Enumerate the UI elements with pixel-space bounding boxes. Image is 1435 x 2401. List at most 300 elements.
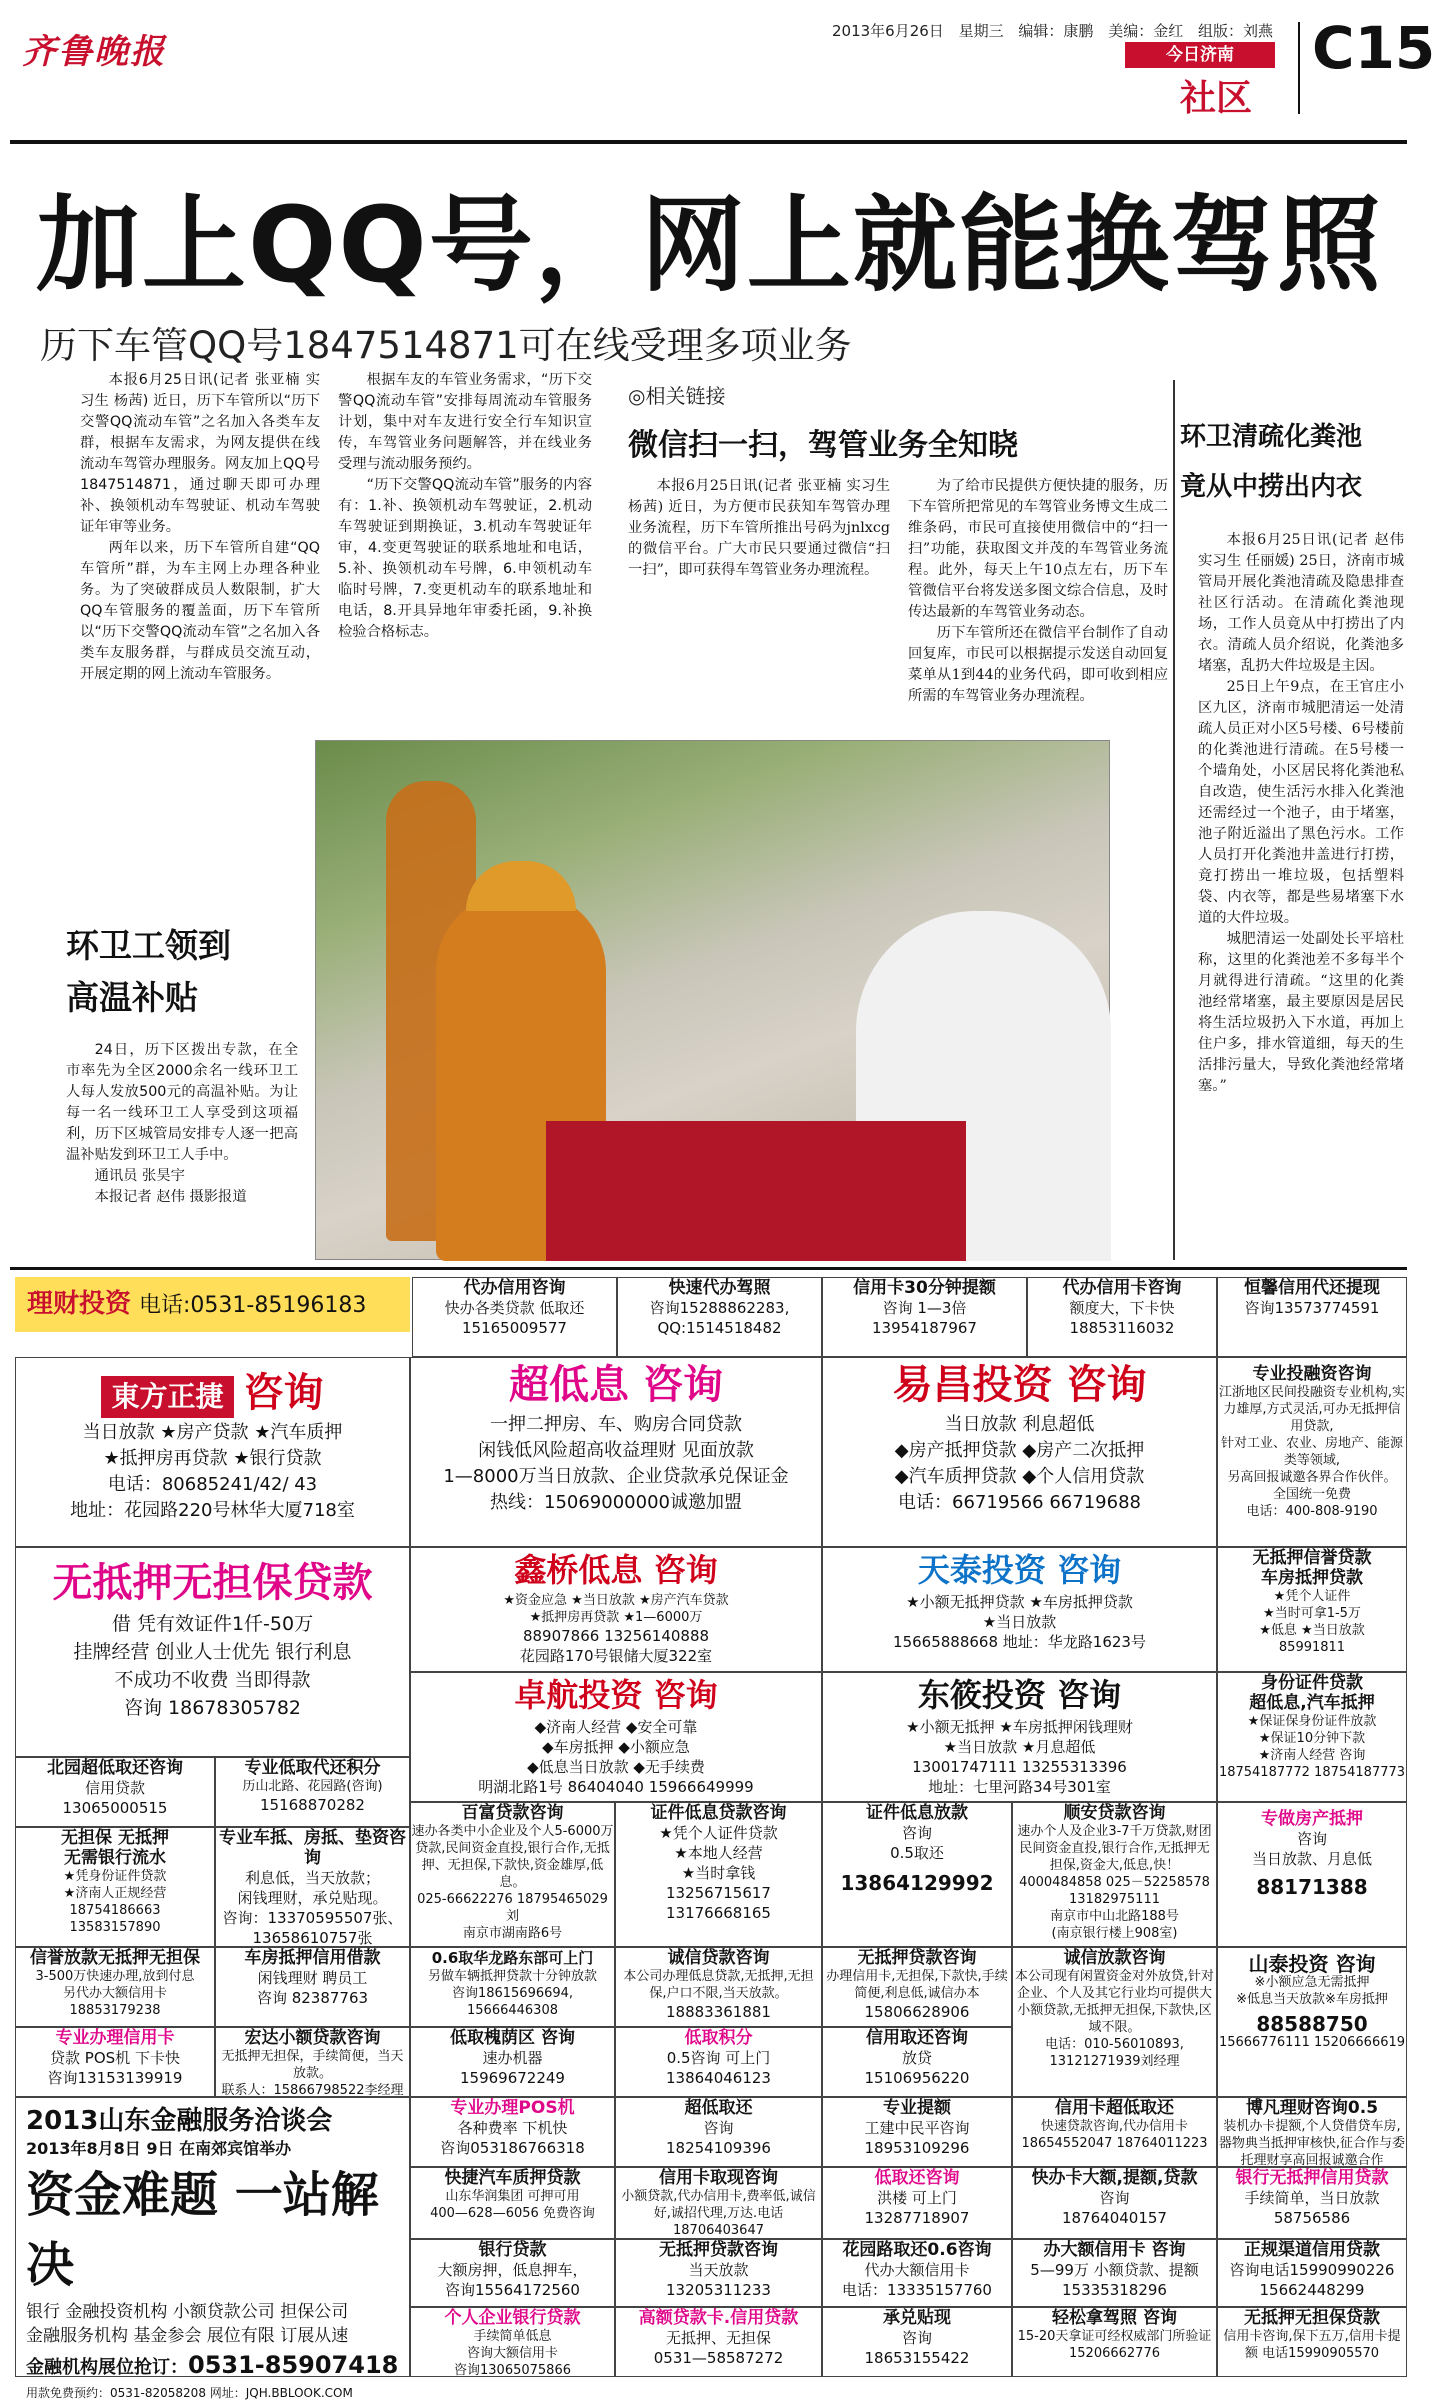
ad-text xyxy=(16,1366,409,1420)
ad-text: 闲钱低风险超高收益理财 见面放款 xyxy=(478,1440,754,1461)
ad-box xyxy=(410,2027,615,2097)
related-link-tag: ◎相关链接 xyxy=(628,384,726,408)
ad-text: 18853179238 xyxy=(69,2003,161,2018)
ad-text: 证件低息放款 xyxy=(866,1803,968,1823)
ad-text: 一押二押房、车、购房合同贷款 xyxy=(490,1414,742,1435)
column-divider xyxy=(1173,380,1175,1260)
ad-text: 5—99万 小额贷款、提额 xyxy=(1030,2261,1199,2279)
ad-text: 18754186663 xyxy=(69,1903,161,1918)
ad-text: 88588750 xyxy=(1256,2012,1368,2036)
ad-text: 咨询 1—3倍 xyxy=(882,1299,967,1317)
ad-text: 当日放款 利息超低 xyxy=(944,1414,1095,1435)
ad-text: 低取积分 xyxy=(684,2028,753,2048)
finance-phone: 电话:0531-85196183 xyxy=(139,1293,367,1318)
issue-weekday: 星期三 xyxy=(958,22,1004,40)
sanitation-credit: 通讯员 张昊宇 xyxy=(94,1168,185,1184)
today-jinan-badge: 今日济南 xyxy=(1125,42,1275,68)
ad-text: ★凭个人证件 xyxy=(1273,1589,1351,1604)
ad-text: 18653155422 xyxy=(864,2349,970,2367)
ad-box xyxy=(410,2167,615,2239)
ad-text: 咨询13573774591 xyxy=(1244,1299,1380,1317)
fair-hotline-label: 金融机构展位抢订： xyxy=(26,2357,188,2378)
link-column-2 xyxy=(908,476,1168,707)
ad-text: 0531—58587272 xyxy=(653,2349,784,2367)
ad-text: 信用取还咨询 xyxy=(866,2028,968,2048)
ad-box xyxy=(822,2167,1012,2239)
right-story-title-line1: 环卫清疏化粪池 xyxy=(1180,422,1363,452)
ad-text: 个人企业银行贷款 xyxy=(444,2308,581,2328)
ad-text: 鑫桥低息 咨询 xyxy=(514,1551,718,1589)
ad-text: 闲钱理财 聘员工 xyxy=(257,1969,368,1987)
ad-text: 18953109296 xyxy=(864,2139,970,2157)
ad-text: 装机办卡提额,个人贷借贷车房,器物典当抵押审核快,征合作与委托理财享高回报诚邀合作 xyxy=(1218,2119,1406,2168)
ad-box xyxy=(15,1757,215,1827)
ad-box xyxy=(215,1947,410,2027)
ad-text: 代办信用卡咨询 xyxy=(1062,1278,1182,1298)
ad-text: 博凡理财咨询0.5 xyxy=(1245,2098,1379,2118)
ad-box xyxy=(822,1672,1217,1802)
ad-box xyxy=(1217,2097,1407,2167)
link-column-1 xyxy=(628,476,890,581)
ad-text: 咨询 18678305782 xyxy=(123,1697,301,1719)
ad-text: 88907866 13256140888 xyxy=(522,1627,710,1645)
link-paragraph: 本报6月25日讯(记者 张亚楠 实习生 杨茜) 近日，为方便市民获知车驾管办理业务流程，历下车管所推出号码为jnlxcg的微信平台。广大市民只要通过微信“扫一扫”，即可获得车驾管业务办理流程。 xyxy=(628,478,890,578)
ad-text: 银行无抵押信用贷款 xyxy=(1235,2168,1389,2188)
ad-text: 快捷汽车质押贷款 xyxy=(444,2168,581,2188)
header-divider xyxy=(1298,22,1300,114)
article-column-1 xyxy=(80,370,320,685)
ad-text: 快办卡大额,提额,贷款 xyxy=(1031,2168,1198,2188)
ad-text: 低取还咨询 xyxy=(874,2168,960,2188)
right-story-paragraph: 本报6月25日讯(记者 赵伟 实习生 任丽媛) 25日，济南市城管局开展化粪池清疏及隐患排查社区行活动。在清疏化粪池现场，工作人员竟从中打捞出了内衣。清疏人员介绍说，化粪池多堵塞，乱扔大件垃圾是主因。 xyxy=(1198,532,1404,674)
fair-slogan: 资金难题 一站解决 xyxy=(26,2167,379,2293)
ad-text: 本公司办理低息贷款,无抵押,无担保,户口不限,当天放款。 xyxy=(623,1969,814,2001)
ad-box xyxy=(215,1827,410,1947)
ad-box xyxy=(1217,1277,1407,1357)
ad-box xyxy=(822,1277,1027,1357)
ad-text: 恒馨信用代还提现 xyxy=(1244,1278,1380,1298)
ad-text: 手续简单，当日放款 xyxy=(1244,2189,1380,2207)
masthead-logo: 齐鲁晚报 xyxy=(22,32,166,72)
ad-text: 13954187967 xyxy=(872,1319,977,1337)
ad-box xyxy=(1012,1947,1217,2097)
ad-text: 山东华润集团 可押可用 xyxy=(445,2189,580,2204)
ad-text: 13001747111 13255313396 xyxy=(912,1758,1127,1776)
ad-text: 工建中民平咨询 xyxy=(864,2119,970,2137)
ad-text: 电话：66719566 66719688 xyxy=(898,1492,1141,1513)
ad-text: 13065000515 xyxy=(62,1799,168,1817)
ad-text: 利息低，当天放款； xyxy=(244,1869,380,1887)
ad-text: 信誉放款无抵押无担保 xyxy=(30,1948,200,1968)
ad-text: 15806628906 xyxy=(864,2003,970,2021)
ad-text: 18254109396 xyxy=(666,2139,771,2157)
headline: 加上QQ号，网上就能换驾照 xyxy=(36,184,1383,306)
ad-box xyxy=(1012,1802,1217,1947)
ad-box xyxy=(15,2027,215,2097)
ad-text: ★济南人经营 咨询 xyxy=(1258,1748,1366,1763)
article-lede: 本报6月25日讯(记者 张亚楠 实习生 杨茜) 近日，历下车管所以“历下交警QQ流动车管”之名加入各类车友群，根据车友需求，为网友提供在线流动车驾管办理服务。网友加上QQ号1847514871，通过聊天即可办理补、换领机动车驾驶证、机动车驾驶证年审等业务。 xyxy=(80,372,320,535)
ad-text: 13121271939刘经理 xyxy=(1049,2054,1180,2069)
ad-text: 速办各类中小企业及个人5-6000万贷款,民间资金直投,银行合作,无抵押、无担保,下款快,资金雄厚,低息。 xyxy=(411,1824,614,1890)
ad-text: 车房抵押贷款 xyxy=(1261,1568,1363,1588)
ad-text: 咨询大额信用卡 xyxy=(466,2346,558,2361)
ad-text: 百富贷款咨询 xyxy=(461,1803,564,1823)
ad-text: 025-66622276 18795465029刘 xyxy=(417,1892,608,1924)
ad-text: 贷款 POS机 下卡快 xyxy=(50,2049,180,2067)
ad-text: 宏达小额贷款咨询 xyxy=(244,2028,381,2048)
ad-text: 13287718907 xyxy=(864,2209,970,2227)
designer: 美编：金红 xyxy=(1108,22,1184,40)
ad-text: 咨询18615696694, xyxy=(451,1986,574,2001)
finance-section-title xyxy=(15,1277,410,1332)
ad-box xyxy=(822,1947,1012,2027)
ad-text: 办理信用卡,无担保,下款快,手续简便,利息低,诚信办本 xyxy=(826,1969,1008,2001)
ad-box xyxy=(822,1802,1012,1947)
ad-text: 咨询053186766318 xyxy=(440,2139,585,2157)
ad-text: 信用卡咨询,保下五万,信用卡提额 电话15990905570 xyxy=(1223,2329,1401,2361)
ad-text xyxy=(26,2348,399,2385)
ad-text: 信用卡超低取还 xyxy=(1055,2098,1174,2118)
ad-text: 专业车抵、房抵、垫资咨询 xyxy=(219,1828,406,1868)
ad-text: 15666776111 15206666619 xyxy=(1218,2035,1406,2050)
ad-text: 各种费率 下机快 xyxy=(457,2119,568,2137)
page-number: C15 xyxy=(1312,14,1435,82)
ad-text: 快速贷款咨询,代办信用卡 xyxy=(1040,2119,1189,2134)
ad-box xyxy=(615,2167,822,2239)
ad-text: 电话：13335157760 xyxy=(842,2281,992,2299)
ad-box xyxy=(617,1277,822,1357)
ad-text: 地址：花园路220号林华大厦718室 xyxy=(70,1500,355,1521)
ad-text: 13583157890 xyxy=(69,1920,161,1935)
ad-text: 热线：15069000000诚邀加盟 xyxy=(490,1492,742,1513)
right-story-body xyxy=(1198,530,1404,1097)
ad-text: 山泰投资 咨询 xyxy=(1248,1952,1376,1976)
ad-text: 江浙地区民间投融资专业机构,实力雄厚,方式灵活,可办无抵押信用贷款, xyxy=(1218,1385,1406,1434)
fair-line: 金融服务机构 基金参会 展位有限 订展从速 xyxy=(26,2326,349,2346)
right-story-title xyxy=(1180,412,1400,512)
section-name: 社区 xyxy=(1180,78,1253,119)
ad-text: 借 凭有效证件1仟-50万 xyxy=(111,1613,314,1635)
ad-text: 咨询13065075866 xyxy=(454,2363,571,2378)
ad-text: 专做房产抵押 xyxy=(1261,1809,1363,1829)
ad-text: 高额贷款卡.信用贷款 xyxy=(638,2308,799,2328)
article-paragraph: 根据车友的车管业务需求，“历下交警QQ流动车管”安排每周流动车管服务计划，集中对车友进行安全行车知识宣传，车驾管业务问题解答，并在线业务受理与流动服务预约。 xyxy=(338,372,592,472)
ad-text: 超低息,汽车抵押 xyxy=(1249,1693,1375,1713)
ad-text: 13864129992 xyxy=(840,1871,994,1895)
ad-text: 咨询 xyxy=(1296,1830,1327,1848)
ad-text: ◆汽车质押贷款 ◆个人信用贷款 xyxy=(894,1466,1145,1487)
ad-text: ★抵押房再贷款 ★银行贷款 xyxy=(103,1448,322,1469)
ad-text: 低取槐荫区 咨询 xyxy=(450,2028,575,2048)
ad-text: 18754187772 18754187773 xyxy=(1218,1765,1406,1780)
ad-box xyxy=(1217,2307,1407,2377)
ad-text: 15969672249 xyxy=(460,2069,565,2087)
ad-text: 超低息 咨询 xyxy=(509,1362,723,1408)
sanitation-title-line2: 高温补贴 xyxy=(66,978,198,1017)
finance-title: 理财投资 xyxy=(27,1289,132,1319)
ad-text: 0.5咨询 可上门 xyxy=(666,2049,771,2067)
right-story-paragraph: 城肥清运一处副处长平培杜称，这里的化粪池差不多每半个月就得进行清疏。“这里的化粪池经常堵塞，最主要原因是居民将生活垃圾扔入下水道，再加上住户多，排水管道细，每天的生活排污量大，导致化粪池经常堵塞。” xyxy=(1198,931,1404,1094)
fair-logo: 2013山东金融服务洽谈会 xyxy=(26,2106,333,2136)
ad-text: 咨询 xyxy=(243,1370,324,1416)
ad-box xyxy=(412,1277,617,1357)
issue-date: 2013年6月26日 xyxy=(832,22,944,40)
ad-text: 办大额信用卡 咨询 xyxy=(1043,2240,1186,2260)
ad-text: 当日放款 ★房产贷款 ★汽车质押 xyxy=(82,1422,343,1443)
ad-text: 闲钱理财，承兑贴现。 xyxy=(237,1889,388,1907)
ad-text: 无抵押信誉贷款 xyxy=(1252,1548,1372,1568)
ad-box xyxy=(615,2307,822,2377)
ad-box xyxy=(1012,2239,1217,2307)
ad-text: 放贷 xyxy=(901,2049,932,2067)
ad-text: 0.5取还 xyxy=(890,1844,944,1862)
ad-text: 超低取还 xyxy=(684,2098,753,2118)
ad-text: ◆低息当日放款 ◆无手续费 xyxy=(527,1758,705,1776)
ad-text: 地址：七里河路34号301室 xyxy=(928,1778,1111,1796)
ad-text: ◆济南人经营 ◆安全可靠 xyxy=(534,1718,698,1736)
fair-line: 银行 金融投资机构 小额贷款公司 担保公司 xyxy=(26,2302,349,2322)
fair-hotline: 0531-85907418 xyxy=(188,2351,399,2379)
ad-text: 400—628—6056 免费咨询 xyxy=(430,2206,595,2221)
article-paragraph: “历下交警QQ流动车管”服务的内容有：1.补、换领机动车驾驶证，2.机动车驾驶证到期换证，3.机动车驾驶证年审，4.变更驾驶证的联系地址和电话，5.补、换领机动车号牌，6.申领机动车临时号牌，7.变更机动车的联系地址和电话，8.开具异地年审委托函，9.补换检验合格标志。 xyxy=(338,477,592,640)
ad-box xyxy=(615,2239,822,2307)
ad-text: 正规渠道信用贷款 xyxy=(1244,2240,1380,2260)
ad-text: 专业低取代还积分 xyxy=(244,1758,381,1778)
ad-text: 咨询 xyxy=(1099,2189,1130,2207)
ad-text: 咨询 82387763 xyxy=(256,1989,369,2007)
ad-text: 本公司现有闲置资金对外放贷,针对企业、个人及其它行业均可提供大小额贷款,无抵押无担保,下款快,区域不限。 xyxy=(1014,1969,1215,2035)
sanitation-paragraph: 24日，历下区拨出专款，在全市率先为全区2000余名一线环卫工人每人发放500元的高温补贴。为让每一名一线环卫工人享受到这项福利，历下区城管局安排专人逐一把高温补贴发到环卫工人手中。 xyxy=(66,1042,298,1163)
ad-box xyxy=(615,2097,822,2167)
ad-text: 信用卡取现咨询 xyxy=(659,2168,778,2188)
ad-text: 专业办理信用卡 xyxy=(55,2028,175,2048)
ad-box xyxy=(1217,1547,1407,1672)
ad-text: ★凭个人证件贷款 xyxy=(659,1824,778,1842)
ad-text: 车房抵押信用借款 xyxy=(244,1948,381,1968)
ad-box xyxy=(15,1827,215,1947)
photo-hat xyxy=(466,861,576,911)
subheadline: 历下车管QQ号1847514871可在线受理多项业务 xyxy=(40,324,852,367)
fair-date: 2013年8月8日 9日 在南郊宾馆举办 xyxy=(26,2139,292,2158)
ad-text: 咨询电话15990990226 xyxy=(1229,2261,1395,2279)
ad-text: 无需银行流水 xyxy=(64,1848,166,1868)
ad-text: ★保证保身份证件放款 xyxy=(1247,1714,1377,1729)
ad-text: 咨询15288862283, xyxy=(649,1299,790,1317)
ad-text: 另高回报诚邀各界合作伙伴。 xyxy=(1227,1470,1397,1485)
ad-text: 承兑贴现 xyxy=(883,2308,951,2328)
ad-text: 快办各类贷款 低取还 xyxy=(444,1299,585,1317)
ad-text: ※小额应急无需抵押 xyxy=(1254,1975,1370,1990)
ad-text: 大额房押，低息押车， xyxy=(437,2261,588,2279)
ad-box xyxy=(822,2239,1012,2307)
ad-text: ★济南人正规经营 xyxy=(63,1886,167,1901)
editor: 编辑：康鹏 xyxy=(1018,22,1094,40)
sanitation-body xyxy=(66,1040,298,1208)
article-paragraph: 两年以来，历下车管所自建“QQ车管所”群，为车主网上办理各种业务。为了突破群成员人数限制，扩大QQ车管服务的覆盖面，历下车管所以“历下交警QQ流动车管”之名加入各类车友服务群，与群成员交流互动，开展定期的网上流动车管服务。 xyxy=(80,540,320,682)
ad-box xyxy=(410,2307,615,2377)
ad-text: 洪楼 可上门 xyxy=(877,2189,957,2207)
ad-text: 咨询 xyxy=(901,1824,932,1842)
ad-text: 13176668165 xyxy=(666,1904,771,1922)
ad-text: 信用卡30分钟提额 xyxy=(853,1278,996,1298)
ad-box xyxy=(1217,1672,1407,1802)
ad-text: 卓航投资 咨询 xyxy=(514,1676,718,1714)
related-link-title: 微信扫一扫，驾管业务全知晓 xyxy=(628,428,1018,463)
ad-text: ※低息当天放款※车房抵押 xyxy=(1236,1992,1388,2007)
ad-text: 联系人：15866798522李经理 xyxy=(221,2083,404,2098)
ad-box xyxy=(615,2027,822,2097)
ad-text: 专业办理POS机 xyxy=(450,2098,575,2118)
ad-text: ★资金应急 ★当日放款 ★房产汽车贷款 xyxy=(503,1593,729,1608)
ad-text: ★当日放款 xyxy=(982,1613,1057,1631)
ad-text: 速办机器 xyxy=(482,2049,543,2067)
ad-text: 诚信贷款咨询 xyxy=(667,1948,770,1968)
ad-text: ◆车房抵押 ◆小额应急 xyxy=(542,1738,690,1756)
ad-text: 花园路取还0.6咨询 xyxy=(842,2240,992,2260)
ad-text: 代办大额信用卡 xyxy=(864,2261,970,2279)
ad-text: 15662448299 xyxy=(1259,2281,1365,2299)
ad-text: 13256715617 xyxy=(666,1884,771,1902)
ad-box xyxy=(215,1757,410,1827)
ad-box xyxy=(1012,2307,1217,2377)
ad-box xyxy=(410,1802,615,1947)
ad-text: 咨询13153139919 xyxy=(47,2069,183,2087)
ad-text: ★当日放款 ★月息超低 xyxy=(943,1738,1096,1756)
ad-text: ◆房产抵押贷款 ◆房产二次抵押 xyxy=(894,1440,1145,1461)
news-photo xyxy=(315,740,1110,1260)
ad-text: 15168870282 xyxy=(260,1796,365,1814)
ad-text: 易昌投资 咨询 xyxy=(892,1362,1147,1408)
ad-box xyxy=(1217,1802,1407,1947)
orient-change-logo: 東方正捷 xyxy=(101,1376,233,1418)
ad-box xyxy=(410,1672,822,1802)
ad-box xyxy=(215,2027,410,2097)
ad-text: 18883361881 xyxy=(666,2003,771,2021)
ad-text: 咨询 xyxy=(901,2329,932,2347)
link-paragraph: 为了给市民提供方便快捷的服务，历下车管所把常见的车驾管业务博文生成二维条码，市民可直接使用微信中的“扫一扫”功能，获取图文并茂的车驾管业务流程。此外，每天上午10点左右，历下车管微信平台将发送多图文综合信息，及时传达最新的车驾管业务动态。 xyxy=(908,478,1168,620)
ad-box xyxy=(410,2239,615,2307)
ad-section-rule xyxy=(10,1267,1407,1270)
ad-box xyxy=(822,2307,1012,2377)
fair-footer: 用款免费预约：0531-82058208 网址：JQH.BBLOOK.COM xyxy=(26,2386,353,2400)
ad-text: 当日放款、月息低 xyxy=(1251,1850,1372,1868)
ad-box xyxy=(1217,2239,1407,2307)
ad-box xyxy=(15,1547,410,1757)
ad-text: 电话：80685241/42/ 43 xyxy=(107,1474,318,1495)
ad-text: 专业提额 xyxy=(883,2098,951,2118)
ad-text: ★低息 ★当日放款 xyxy=(1259,1623,1365,1638)
ad-text: 诚信放款咨询 xyxy=(1063,1948,1166,1968)
ad-text: 明湖北路1号 86404040 15966649999 xyxy=(478,1778,754,1796)
ad-text: 1—8000万当日放款、企业贷款承兑保证金 xyxy=(443,1466,789,1487)
ad-box xyxy=(822,1547,1217,1672)
ad-text: 东筱投资 咨询 xyxy=(917,1676,1122,1714)
ad-text: 18853116032 xyxy=(1069,1319,1175,1337)
ad-text: 电话：400-808-9190 xyxy=(1246,1504,1378,1519)
ad-text: 咨询 xyxy=(703,2119,734,2137)
ad-text: 身份证件贷款 xyxy=(1261,1673,1363,1693)
ad-box xyxy=(615,1947,822,2027)
ad-text: 无抵押贷款咨询 xyxy=(659,2240,778,2260)
photo-table xyxy=(546,1121,966,1261)
ad-text: 58756586 xyxy=(1273,2209,1351,2227)
link-paragraph: 历下车管所还在微信平台制作了自动回复库，市民可以根据提示发送自动回复菜单从1到44的业务代码，即可收到相应所需的车驾管业务办理流程。 xyxy=(908,625,1168,704)
ad-box xyxy=(615,1802,822,1947)
ad-text: 无抵押无担保贷款 xyxy=(1244,2308,1380,2328)
ad-text: ★当时可拿1-5万 xyxy=(1263,1606,1361,1621)
ad-text: 85991811 xyxy=(1278,1640,1346,1655)
ad-text: 信用贷款 xyxy=(84,1779,145,1797)
ad-text: 咨询：13370595507张、 xyxy=(222,1909,403,1927)
sanitation-title-line1: 环卫工领到 xyxy=(66,926,231,965)
ad-text: 无抵押、无担保 xyxy=(665,2329,771,2347)
ad-text: 88171388 xyxy=(1256,1875,1368,1899)
ad-text: ★抵押房再贷款 ★1—6000万 xyxy=(529,1610,703,1625)
ad-text: 15335318296 xyxy=(1062,2281,1167,2299)
right-story-paragraph: 25日上午9点，在王官庄小区九区，济南市城肥清运一处清疏人员正对小区5号楼、6号楼前的化粪池进行清疏。在5号楼一个墙角处，小区居民将化粪池私自改造，使生活污水排入化粪池还需经过一个池子，由于堵塞，池子附近溢出了黑色污水。工作人员打开化粪池井盖进行打捞，竟打捞出一堆垃圾，包括塑料袋、内衣等，都是些易堵塞下水道的大件垃圾。 xyxy=(1198,679,1404,926)
ad-text: 4000484858 025－52258578 xyxy=(1019,1875,1210,1890)
ad-box xyxy=(1217,1947,1407,2097)
ad-text: 证件低息贷款咨询 xyxy=(650,1803,787,1823)
ad-text: 手续简单低息 xyxy=(473,2329,552,2344)
ad-text: 南京市中山北路188号 xyxy=(1050,1909,1179,1924)
ad-box xyxy=(1217,1357,1407,1547)
ad-text: 快速代办驾照 xyxy=(668,1278,771,1298)
ad-text: 18654552047 18764011223 xyxy=(1021,2136,1208,2151)
ad-text: 18764040157 xyxy=(1062,2209,1167,2227)
ad-text: 无抵押贷款咨询 xyxy=(857,1948,977,1968)
ad-text: 全国统一免费 xyxy=(1272,1487,1351,1502)
ad-text: 挂牌经营 创业人士优先 银行利息 xyxy=(73,1641,352,1663)
ad-box xyxy=(1217,2167,1407,2239)
right-story-title-line2: 竟从中捞出内衣 xyxy=(1180,472,1363,502)
ad-text: 15165009577 xyxy=(462,1319,567,1337)
ad-text: 无担保 无抵押 xyxy=(61,1828,169,1848)
ad-box xyxy=(822,2097,1012,2167)
ad-text: 13864046123 xyxy=(666,2069,771,2087)
ad-text: (南京银行楼上908室) xyxy=(1051,1926,1178,1941)
ad-text: 另代办大额信用卡 xyxy=(62,1986,167,2001)
ad-box xyxy=(822,2027,1012,2097)
ad-text: 花园路170号银储大厦322室 xyxy=(519,1647,713,1665)
ad-text: ★当时拿钱 xyxy=(681,1864,756,1882)
ad-text: 15665888668 地址：华龙路1623号 xyxy=(893,1633,1146,1651)
ad-text: 小额贷款,代办信用卡,费率低,诚信好,诚招代理,万达.电话18706403647 xyxy=(621,2189,816,2238)
ad-text: ★凭身份证件贷款 xyxy=(63,1869,167,1884)
ad-box xyxy=(15,1947,215,2027)
finance-fair-ad xyxy=(15,2097,410,2400)
ad-text: 北园超低取还咨询 xyxy=(47,1758,183,1778)
ad-text: 另做车辆抵押贷款十分钟放款 xyxy=(427,1969,597,1984)
ad-text: 咨询15564172560 xyxy=(445,2281,580,2299)
ad-box xyxy=(1012,2097,1217,2167)
ad-text: ★本地人经营 xyxy=(674,1844,763,1862)
ad-text: ★小额无抵押贷款 ★车房抵押贷款 xyxy=(906,1593,1133,1611)
ad-text: 针对工业、农业、房地产、能源类等领域, xyxy=(1220,1436,1403,1468)
ad-box xyxy=(410,1547,822,1672)
top-rule xyxy=(10,140,1407,144)
sanitation-credit: 本报记者 赵伟 摄影报道 xyxy=(94,1189,247,1205)
article-column-2 xyxy=(338,370,592,643)
ad-text: ★保证10分钟下款 xyxy=(1258,1731,1366,1746)
ad-text: 额度大，下卡快 xyxy=(1069,1299,1175,1317)
ad-text: 13182975111 xyxy=(1069,1892,1160,1907)
ad-text: 电话：010-56010893, xyxy=(1045,2037,1184,2052)
ad-text: 轻松拿驾照 咨询 xyxy=(1052,2308,1177,2328)
ad-text: 0.6取华龙路东部可上门 xyxy=(431,1949,594,1967)
ad-text: 历山北路、花园路(咨询) xyxy=(242,1779,383,1794)
ad-text: 15106956220 xyxy=(864,2069,970,2087)
